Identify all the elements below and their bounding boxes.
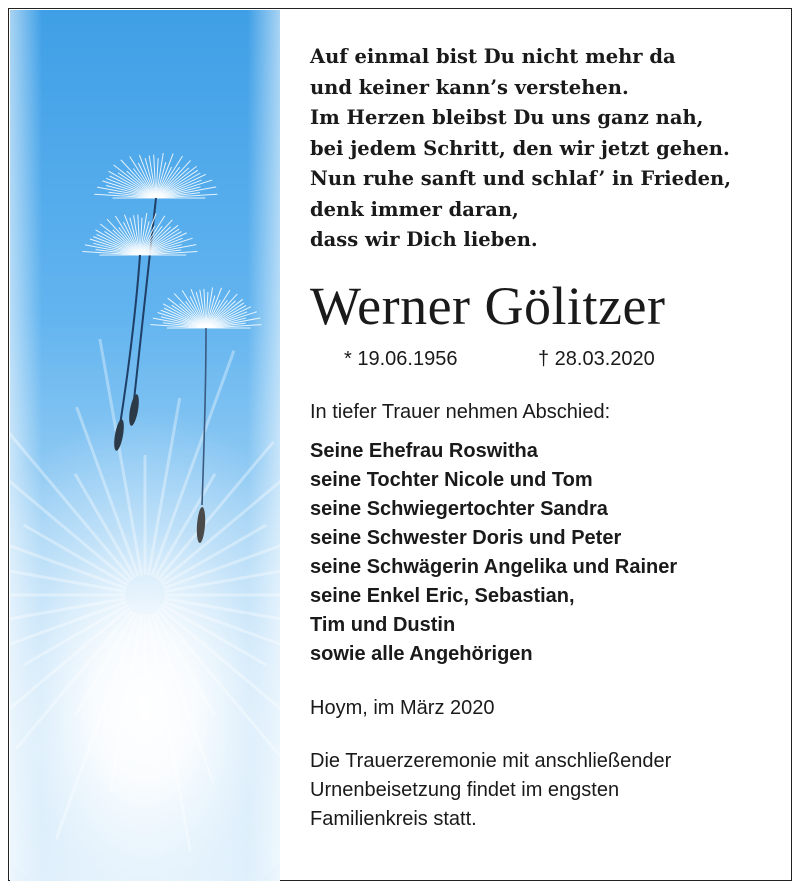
poem-line: dass wir Dich lieben. bbox=[310, 228, 538, 251]
obituary-text bbox=[310, 42, 790, 834]
death-date: † 28.03.2020 bbox=[538, 347, 655, 370]
ceremony-line: Urnenbeisetzung findet im engsten bbox=[310, 778, 620, 801]
mourner-line: seine Enkel Eric, Sebastian, bbox=[310, 584, 575, 607]
poem-line: denk immer daran, bbox=[310, 197, 519, 221]
mourner-line: seine Schwester Doris und Peter bbox=[310, 526, 622, 549]
ceremony-line: Die Trauerzeremonie mit anschließender bbox=[310, 749, 672, 772]
dandelion-seeds-image bbox=[10, 10, 280, 881]
poem-line: und keiner kann’s verstehen. bbox=[310, 75, 629, 99]
poem-line: Im Herzen bleibst Du uns ganz nah, bbox=[310, 106, 704, 129]
mourner-line: seine Tochter Nicole und Tom bbox=[310, 468, 593, 491]
ceremony-note bbox=[310, 747, 790, 834]
mourner-line: Seine Ehefrau Roswitha bbox=[310, 439, 538, 462]
poem-line: Auf einmal bist Du nicht mehr da bbox=[310, 45, 676, 68]
farewell-intro: In tiefer Trauer nehmen Abschied: bbox=[310, 400, 611, 423]
mourner-line: sowie alle Angehörigen bbox=[310, 642, 533, 665]
ceremony-line: Familienkreis statt. bbox=[310, 807, 477, 830]
mourners-list bbox=[310, 437, 790, 669]
poem-line: Nun ruhe sanft und schlaf’ in Frieden, bbox=[310, 167, 731, 190]
poem-line: bei jedem Schritt, den wir jetzt gehen. bbox=[310, 136, 730, 160]
mourner-line: seine Schwägerin Angelika und Rainer bbox=[310, 555, 678, 578]
mourner-line: seine Schwiegertochter Sandra bbox=[310, 497, 608, 520]
memorial-poem bbox=[310, 42, 790, 256]
life-dates bbox=[310, 348, 790, 376]
mourner-line: Tim und Dustin bbox=[310, 613, 456, 636]
dandelion-seeds-photo bbox=[10, 10, 280, 881]
place-and-date: Hoym, im März 2020 bbox=[310, 696, 495, 719]
deceased-name: Werner Gölitzer bbox=[310, 275, 666, 336]
birth-date: * 19.06.1956 bbox=[344, 347, 458, 370]
